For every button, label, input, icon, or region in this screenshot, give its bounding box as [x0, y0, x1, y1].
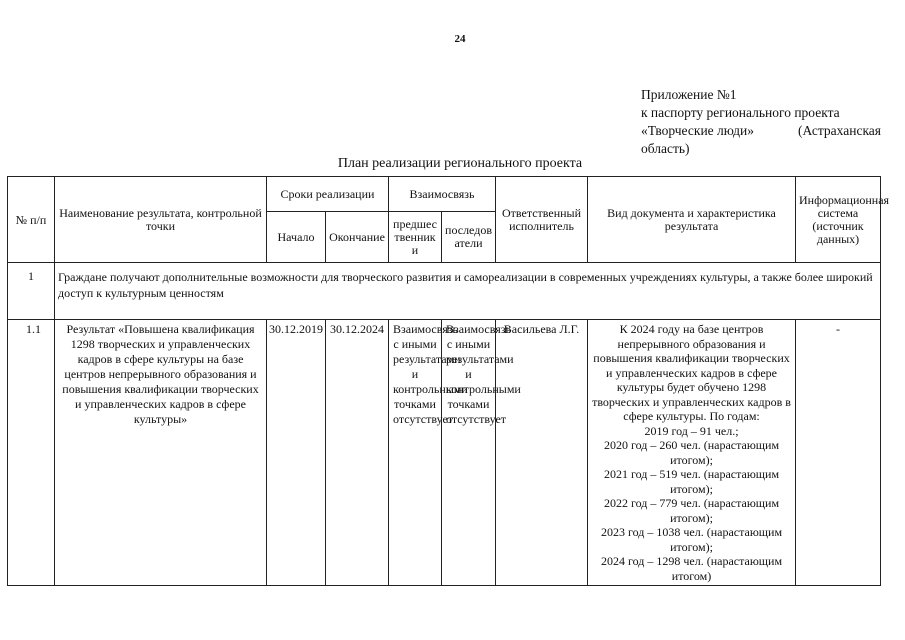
- header-relation: Взаимосвязь: [389, 177, 496, 212]
- result-responsible: Васильева Л.Г.: [496, 320, 588, 586]
- result-info-system: -: [796, 320, 881, 586]
- result-end: 30.12.2024: [326, 320, 389, 586]
- appendix-header: [641, 86, 881, 158]
- result-predecessors: Взаимосвязь с иными результатами и контрольными точками отсутствует: [389, 320, 442, 586]
- year-2023: 2023 год – 1038 чел. (нарастающим итогом);: [600, 525, 783, 554]
- header-start: Начало: [267, 212, 326, 263]
- plan-table: [7, 176, 890, 586]
- appendix-project-name: «Творческие люди»: [641, 123, 755, 138]
- year-2022: 2022 год – 779 чел. (нарастающим итогом);: [603, 496, 780, 525]
- header-predecessors: предшественники: [389, 212, 442, 263]
- year-2019: 2019 год – 91 чел.;: [644, 423, 739, 438]
- appendix-region: (Астраханская: [797, 123, 881, 138]
- header-successors: последователи: [442, 212, 496, 263]
- header-num: № п/п: [8, 177, 55, 263]
- appendix-project-line: [641, 122, 881, 140]
- goal-num: 1: [8, 263, 55, 320]
- header-doc-type: Вид документа и характеристика результата: [588, 177, 796, 263]
- year-2024: 2024 год – 1298 чел. (нарастающим итогом): [600, 554, 783, 583]
- year-2021: 2021 год – 519 чел. (нарастающим итогом);: [603, 467, 780, 496]
- page-number: 24: [454, 33, 466, 45]
- result-name: Результат «Повышена квалификация 1298 творческих и управленческих кадров в сфере культуры на базе центров непрерывного образования и повышения квалификации творческих и управленческих кадров в сфере культуры»: [55, 320, 267, 586]
- header-name: Наименование результата, контрольной точки: [55, 177, 267, 263]
- goal-text: Граждане получают дополнительные возможности для творческого развития и самореализации в современных учреждениях культуры, а также более широкий доступ к культурным ценностям: [55, 263, 881, 320]
- result-start: 30.12.2019: [267, 320, 326, 586]
- result-row: [8, 320, 881, 586]
- doc-intro: К 2024 году на базе центров непрерывного образования и повышения квалификации творческих и управленческих кадров в сфере культуры будет обучено 1298 творческих и управленческих кадров в сфере культуры. По годам:: [592, 322, 791, 423]
- header-end: Окончание: [326, 212, 389, 263]
- appendix-title: Приложение №1: [641, 87, 737, 102]
- header-info-system: Информационная система (источник данных): [796, 177, 881, 263]
- appendix-region-end: область): [641, 141, 690, 156]
- result-doc-description: [588, 320, 796, 586]
- header-responsible: Ответственный исполнитель: [496, 177, 588, 263]
- plan-title: План реализации регионального проекта: [337, 156, 583, 171]
- year-2020: 2020 год – 260 чел. (нарастающим итогом);: [603, 438, 780, 467]
- header-terms: Сроки реализации: [267, 177, 389, 212]
- result-num: 1.1: [8, 320, 55, 586]
- appendix-subtitle: к паспорту регионального проекта: [641, 105, 840, 120]
- goal-row: [8, 263, 881, 320]
- result-successors: Взаимосвязь с иными результатами и контрольными точками отсутствует: [442, 320, 496, 586]
